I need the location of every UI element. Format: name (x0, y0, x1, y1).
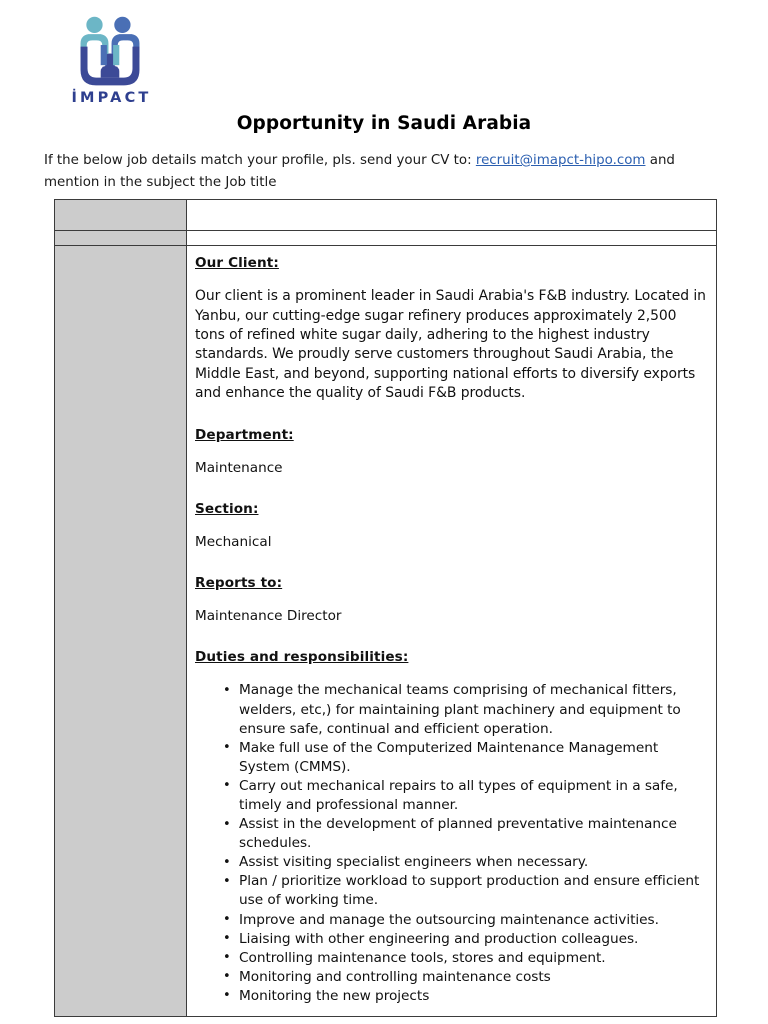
intro-text-before: If the below job details match your profile, pls. send your CV to: (44, 153, 472, 168)
section-value: Mechanical (195, 534, 272, 551)
intro-text-after: and mention in the subject the Job title (44, 153, 675, 190)
intro-paragraph (44, 150, 712, 194)
recruitment-email-link[interactable]: recruit@imapct-hipo.com (475, 153, 646, 168)
shade-cell (55, 231, 187, 246)
list-item: • Controlling maintenance tools, stores and equipment. (223, 949, 706, 968)
impact-people-logo-icon (71, 14, 149, 90)
shade-cell-main (55, 246, 187, 1017)
list-item: • Plan / prioritize workload to support production and ensure efficient use of working time. (223, 872, 706, 910)
logo-wordmark: İMPACT (71, 90, 152, 106)
body-cell-empty (187, 200, 717, 231)
list-item: • Manage the mechanical teams comprising of mechanical fitters, welders, etc,) for maintaining plant machinery and equipment to ensure safe, continual and efficient operation. (223, 681, 706, 738)
department-value: Maintenance (195, 459, 283, 476)
body-cell-empty (187, 231, 717, 246)
shade-cell (55, 200, 187, 231)
job-details-table (54, 199, 717, 1017)
reports-to-value: Maintenance Director (195, 608, 342, 625)
list-item: • Improve and manage the outsourcing maintenance activities. (223, 911, 706, 930)
list-item: • Assist in the development of planned preventative maintenance schedules. (223, 815, 706, 853)
list-item: • Monitoring and controlling maintenance costs (223, 968, 706, 987)
list-item: • Assist visiting specialist engineers when necessary. (223, 853, 706, 872)
duties-list (195, 681, 706, 1006)
table-row-content (55, 246, 717, 1017)
heading-department: Department: (195, 426, 294, 443)
heading-duties: Duties and responsibilities: (195, 649, 409, 666)
list-item: • Carry out mechanical repairs to all types of equipment in a safe, timely and professional manner. (223, 777, 706, 815)
heading-our-client: Our Client: (195, 255, 279, 271)
page-title: Opportunity in Saudi Arabia (236, 113, 532, 134)
client-description: Our client is a prominent leader in Saudi Arabia's F&B industry. Located in Yanbu, our cutting-edge sugar refinery produces approximately 2,500 tons of refined white sugar daily, adhering to the highest industry standards. We proudly serve customers throughout Saudi Arabia, the Middle East, and beyond, supporting national efforts to diversify exports and enhance the quality of Saudi F&B products. (195, 288, 706, 402)
list-item: • Monitoring the new projects (223, 987, 706, 1006)
list-item: • Make full use of the Computerized Maintenance Management System (CMMS). (223, 739, 706, 777)
heading-section: Section: (195, 500, 259, 517)
table-row-empty-1 (55, 200, 717, 231)
company-logo (62, 14, 158, 114)
list-item: • Liaising with other engineering and production colleagues. (223, 930, 706, 949)
job-content-cell (187, 246, 717, 1017)
table-row-empty-2 (55, 231, 717, 246)
heading-reports-to: Reports to: (195, 575, 283, 592)
